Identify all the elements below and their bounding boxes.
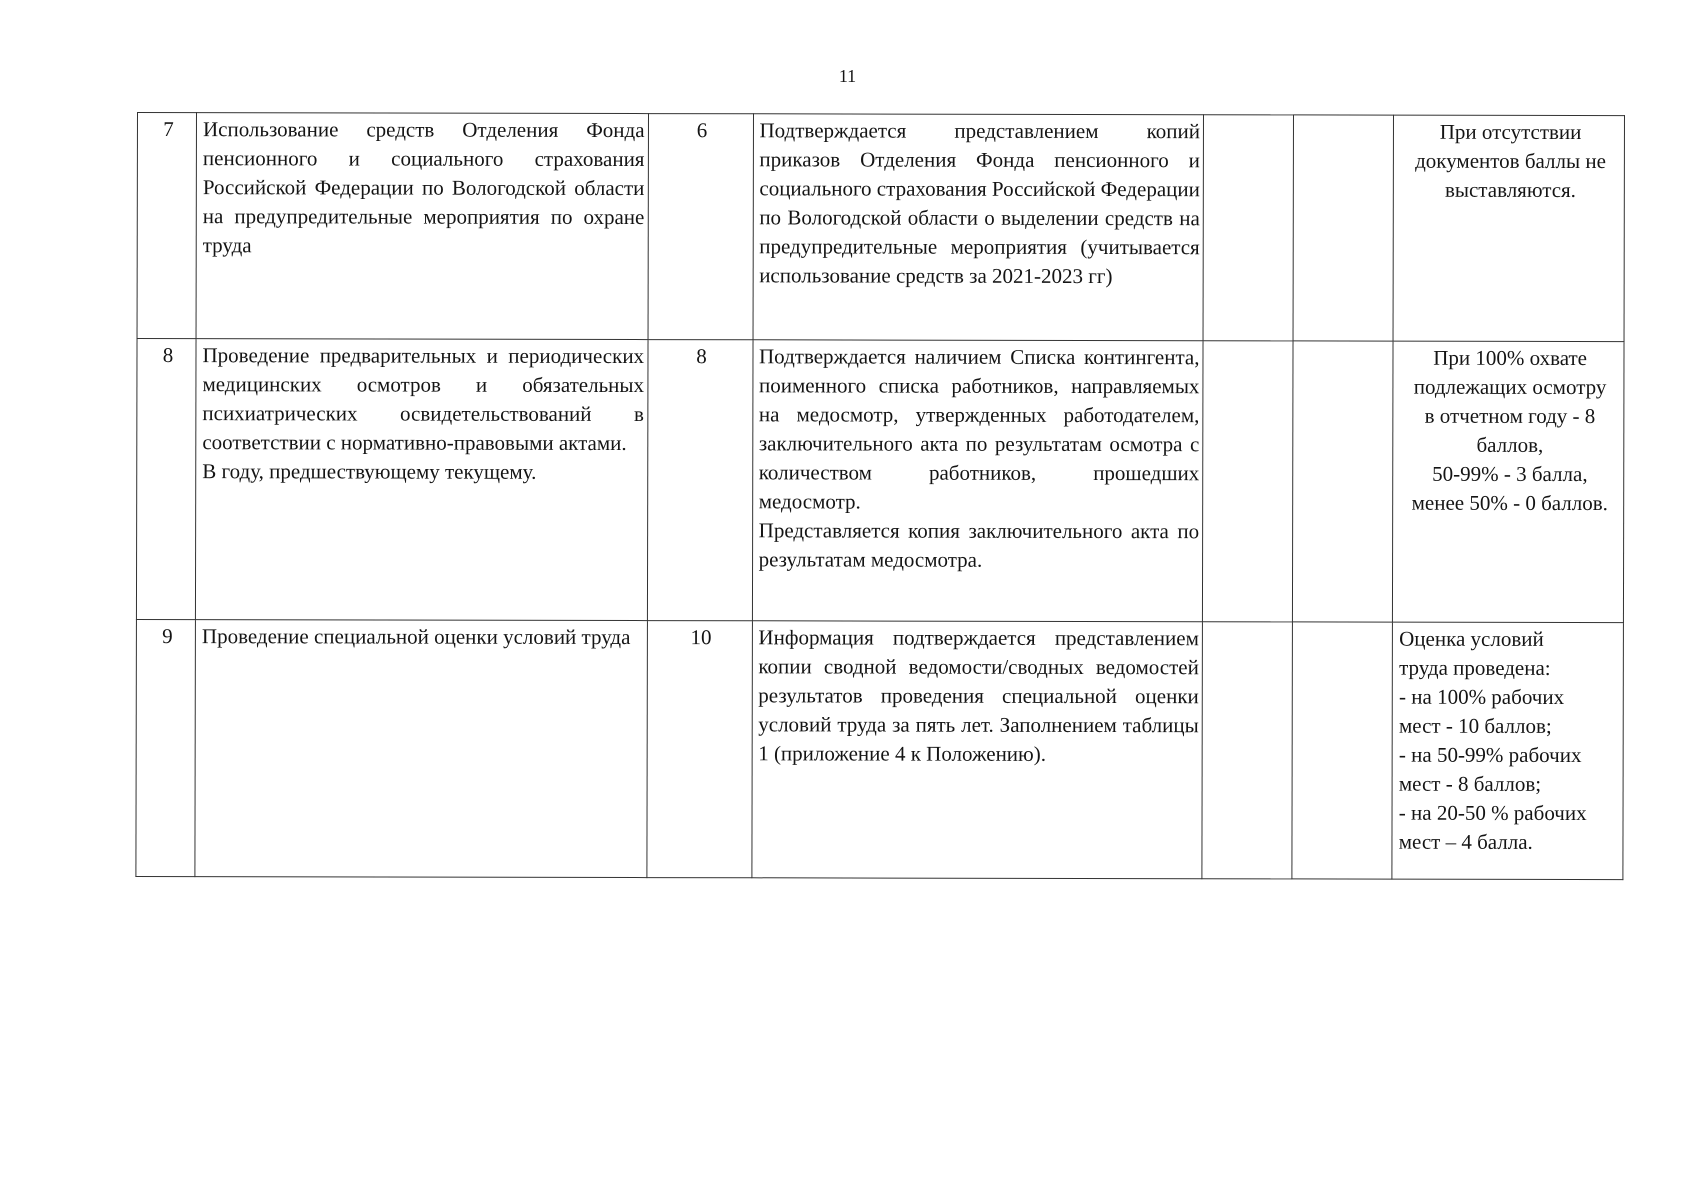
note-text: мест - 10 баллов; [1398,713,1552,738]
confirmation-text: Подтверждается представлением копий приказов Отделения Фонда пенсионного и социального страхования Российской Федерации по Вологодской области о выделении средств на предупредительные мероприятия (учитывается использование средств за 2021-2023 гг) [759,118,1201,289]
confirmation-text: Информация подтверждается представлением копии сводной ведомости/сводных ведомостей результатов проведения специальной оценки условий труда за пять лет. Заполнением таблицы 1 (приложение 4 к Положению). [758,625,1199,766]
max-points-cell: 8 [647,340,753,621]
note-text: 50-99% - 3 балла, [1432,461,1588,487]
note-text: - на 50-99% рабочих [1398,742,1582,768]
note-cell [1393,115,1624,341]
note-cell [1392,622,1623,879]
criterion-text: Использование средств Отделения Фонда пенсионного и социального страхования Российской Федерации по Вологодской области на предупредительные мероприятия по охране труда [202,117,645,258]
empty-cell [1203,115,1293,341]
max-points-cell: 6 [648,114,753,340]
note-text: Оценка условий [1399,626,1544,651]
max-points-cell: 10 [646,621,751,878]
note-text: При 100% охвате [1433,345,1588,371]
confirmation-cell [751,621,1202,879]
note-text: мест - 8 баллов; [1398,771,1542,796]
note-text: подлежащих осмотру [1413,374,1607,400]
table-row [136,619,1624,879]
table-body [136,113,1625,880]
criterion-cell [195,620,647,878]
confirmation-text: Подтверждается наличием Списка контингента, поименного списка работников, направляемых на медосмотр, утвержденных работодателем, заключительного акта по результатам осмотра с количеством работников, прошедших медосмотр. [758,344,1200,514]
criterion-text: Проведение специальной оценки условий труда [201,624,631,650]
confirmation-cell [752,340,1203,622]
row-number-cell: 9 [136,619,196,876]
note-text: мест – 4 балла. [1398,829,1533,854]
confirmation-cell [753,114,1204,341]
empty-cell [1293,115,1394,341]
criterion-text: Проведение предварительных и периодических медицинских осмотров и обязательных психиатрических освидетельствований в соответствии с нормативно-правовыми актами. [202,343,645,456]
note-text: При отсутствии документов баллы не выставляются. [1415,119,1606,203]
criterion-cell [196,113,648,340]
empty-cell [1292,341,1393,622]
row-number-cell: 7 [137,113,197,339]
empty-cell [1292,622,1393,879]
note-text: в отчетном году - 8 [1424,403,1596,429]
table-row [137,113,1624,342]
criterion-text: В году, предшествующему текущему. [202,459,537,484]
note-text: баллов, [1476,432,1544,457]
page-number: 11 [838,66,857,86]
row-number-cell: 8 [136,339,196,620]
note-text: - на 20-50 % рабочих [1398,800,1587,826]
note-text: труда проведена: [1399,655,1551,680]
table-row [136,339,1624,623]
criterion-cell [195,339,647,621]
empty-cell [1202,341,1292,622]
note-text: менее 50% - 0 баллов. [1411,490,1608,516]
criteria-table [135,112,1625,880]
confirmation-text: Представляется копия заключительного акта по результатам медосмотра. [758,518,1200,572]
note-cell [1393,341,1624,622]
note-text: - на 100% рабочих [1399,684,1565,709]
empty-cell [1202,622,1292,879]
